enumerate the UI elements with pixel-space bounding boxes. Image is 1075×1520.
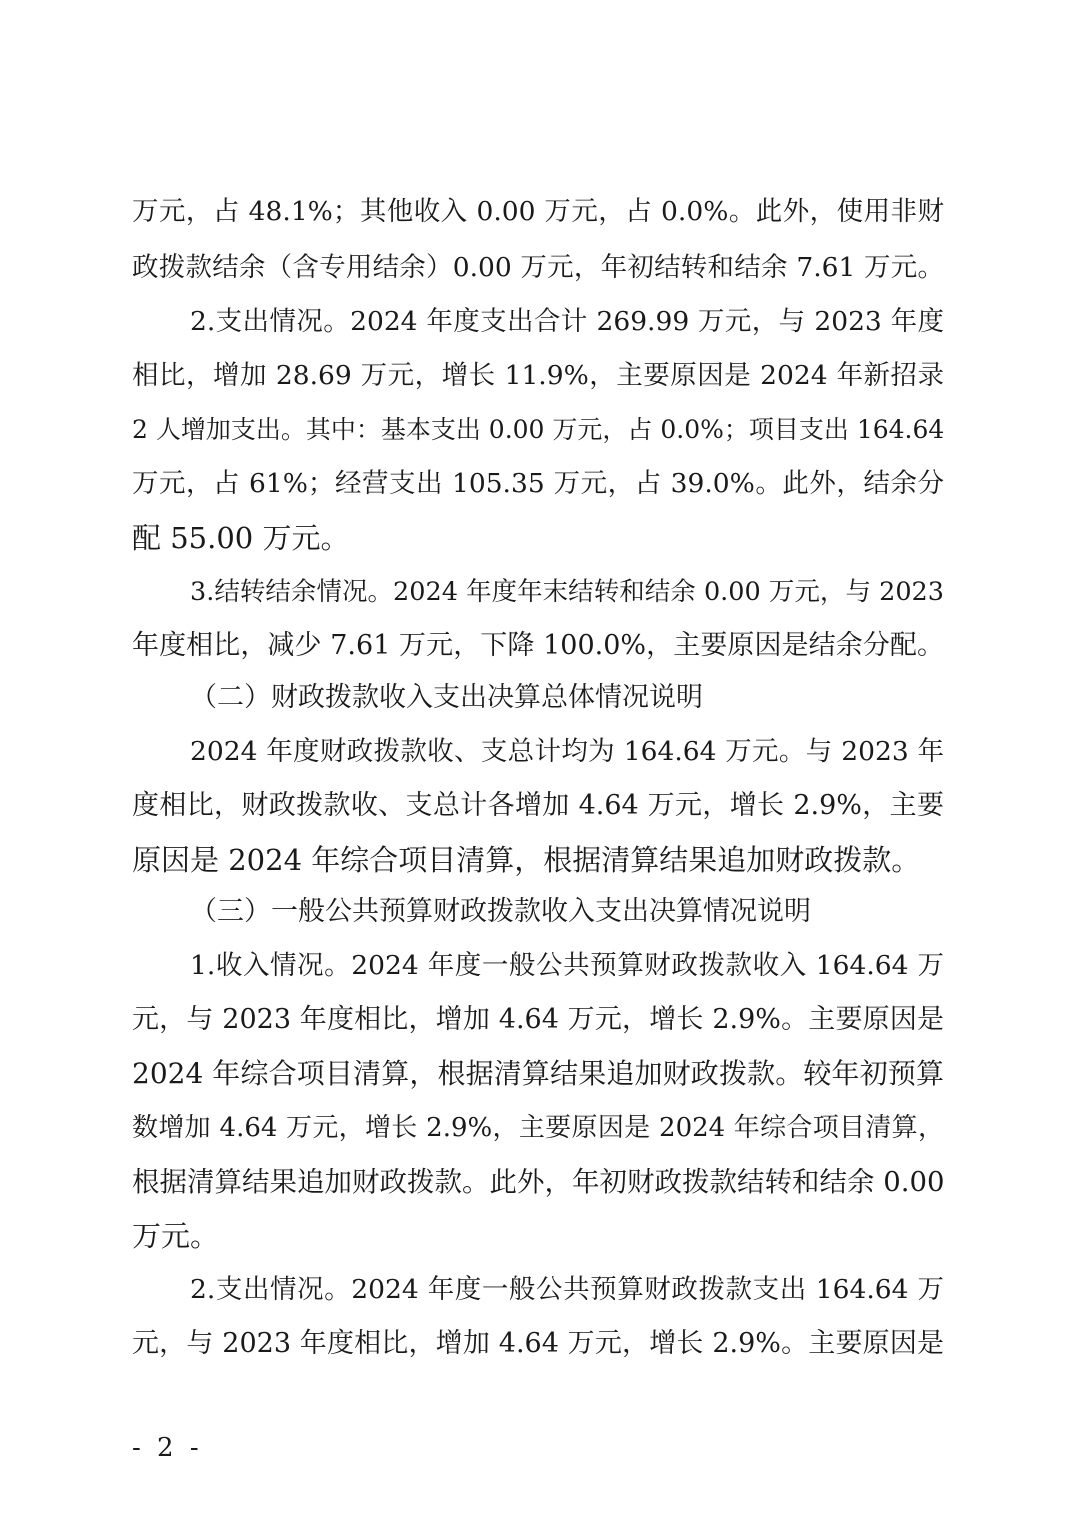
text-line: 2 人增加支出。其中：基本支出 0.00 万元，占 0.0%；项目支出 164.64 xyxy=(132,415,945,444)
section-heading: （三）一般公共预算财政拨款收入支出决算情况说明 xyxy=(190,896,811,927)
text-line: 1.收入情况。2024 年度一般公共预算财政拨款收入 164.64 万 xyxy=(190,950,944,981)
text-line: 政拨款结余（含专用结余）0.00 万元，年初结转和结余 7.61 万元。 xyxy=(132,252,944,283)
text-line: 3.结转结余情况。2024 年度年末结转和结余 0.00 万元，与 2023 xyxy=(190,577,944,607)
text-line: 元，与 2023 年度相比，增加 4.64 万元，增长 2.9%。主要原因是 xyxy=(132,1328,944,1359)
text-line: 相比，增加 28.69 万元，增长 11.9%，主要原因是 2024 年新招录 xyxy=(132,360,944,391)
text-line: 万元，占 61%；经营支出 105.35 万元，占 39.0%。此外，结余分 xyxy=(132,468,944,499)
text-line: 2.支出情况。2024 年度一般公共预算财政拨款支出 164.64 万 xyxy=(190,1274,944,1305)
text-line: 度相比，财政拨款收、支总计各增加 4.64 万元，增长 2.9%，主要 xyxy=(132,790,944,821)
text-line: 年度相比，减少 7.61 万元，下降 100.0%，主要原因是结余分配。 xyxy=(132,630,944,661)
text-line: 2024 年综合项目清算，根据清算结果追加财政拨款。较年初预算 xyxy=(132,1057,944,1090)
text-line: 万元，占 48.1%；其他收入 0.00 万元，占 0.0%。此外，使用非财 xyxy=(132,196,944,227)
text-line: 根据清算结果追加财政拨款。此外，年初财政拨款结转和结余 0.00 xyxy=(132,1166,945,1198)
text-line: 2.支出情况。2024 年度支出合计 269.99 万元，与 2023 年度 xyxy=(190,306,944,337)
text-line: 元，与 2023 年度相比，增加 4.64 万元，增长 2.9%。主要原因是 xyxy=(132,1004,944,1035)
text-line: 配 55.00 万元。 xyxy=(132,521,350,555)
page-number: - 2 - xyxy=(132,1433,203,1463)
section-heading: （二）财政拨款收入支出决算总体情况说明 xyxy=(190,682,703,713)
text-line: 原因是 2024 年综合项目清算，根据清算结果追加财政拨款。 xyxy=(132,843,921,877)
text-line: 数增加 4.64 万元，增长 2.9%，主要原因是 2024 年综合项目清算， xyxy=(132,1113,944,1143)
text-line: 2024 年度财政拨款收、支总计均为 164.64 万元。与 2023 年 xyxy=(190,736,944,767)
text-line: 万元。 xyxy=(132,1219,220,1253)
